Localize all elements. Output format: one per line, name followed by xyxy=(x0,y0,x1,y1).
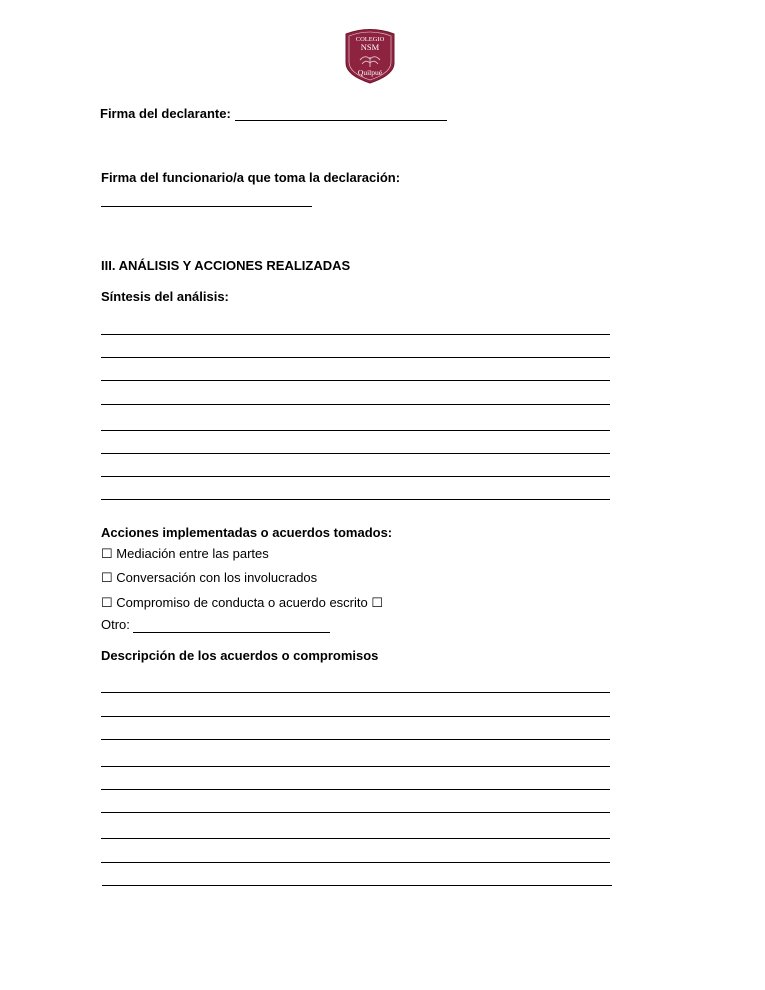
option-commitment[interactable] xyxy=(101,595,383,611)
agreements-line xyxy=(101,838,610,839)
synthesis-line xyxy=(101,404,610,405)
agreements-line xyxy=(101,789,610,790)
crest-text-nsm: NSM xyxy=(360,42,380,52)
other-label: Otro: xyxy=(101,617,130,632)
school-crest-logo xyxy=(342,27,398,84)
crest-text-quilpue: Quilpué xyxy=(357,68,383,77)
declarant-signature-label: Firma del declarante: xyxy=(100,106,231,121)
synthesis-line xyxy=(101,430,610,431)
agreements-line xyxy=(101,739,610,740)
declarant-signature-line xyxy=(235,120,447,121)
synthesis-line xyxy=(101,357,610,358)
synthesis-label: Síntesis del análisis: xyxy=(101,289,229,304)
checkbox-icon[interactable]: ☐ xyxy=(101,546,113,561)
option-label: Conversación con los involucrados xyxy=(116,570,318,585)
section-heading: III. ANÁLISIS Y ACCIONES REALIZADAS xyxy=(101,258,351,273)
agreements-line xyxy=(101,716,610,717)
official-signature-label: Firma del funcionario/a que toma la declaración: xyxy=(101,170,401,185)
agreements-line xyxy=(101,862,610,863)
synthesis-line xyxy=(101,453,610,454)
option-label: Compromiso de conducta o acuerdo escrito xyxy=(116,595,368,610)
option-label: Mediación entre las partes xyxy=(116,546,269,561)
agreements-line xyxy=(101,692,610,693)
synthesis-line xyxy=(101,380,610,381)
checkbox-icon[interactable]: ☐ xyxy=(101,570,113,585)
agreements-line xyxy=(101,766,610,767)
option-conversation[interactable] xyxy=(101,570,317,586)
other-input-line[interactable] xyxy=(133,632,330,633)
synthesis-line xyxy=(101,476,610,477)
checkbox-icon[interactable]: ☐ xyxy=(371,595,384,610)
agreements-label: Descripción de los acuerdos o compromisos xyxy=(101,648,379,663)
official-signature-line xyxy=(101,206,312,207)
synthesis-line xyxy=(101,334,610,335)
actions-label: Acciones implementadas o acuerdos tomados: xyxy=(101,525,393,540)
crest-text-colegio: COLEGIO xyxy=(355,36,385,43)
agreements-line xyxy=(102,885,612,886)
option-mediation[interactable] xyxy=(101,546,269,562)
checkbox-icon[interactable]: ☐ xyxy=(101,595,113,610)
agreements-line xyxy=(101,812,610,813)
synthesis-line xyxy=(101,499,610,500)
